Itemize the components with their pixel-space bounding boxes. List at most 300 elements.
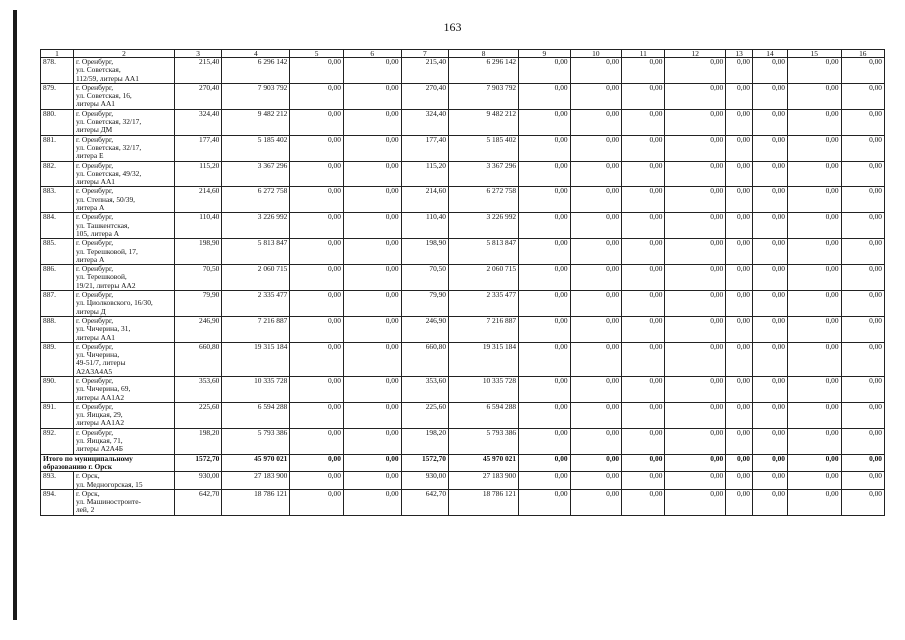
header-cell: 15 (788, 50, 842, 58)
address-line: литеры Д (75, 306, 106, 316)
value-cell: 0,00 (726, 135, 753, 161)
value-cell: 5 793 386 (449, 428, 519, 454)
value-cell: 0,00 (665, 109, 726, 135)
value-cell: 0,00 (570, 472, 622, 490)
value-cell: 0,00 (788, 402, 842, 428)
total-value: 0,00 (665, 454, 726, 472)
value-cell: 18 786 121 (449, 489, 519, 515)
value-cell: 0,00 (570, 213, 622, 239)
value-cell: 0,00 (726, 109, 753, 135)
value-cell: 2 060 715 (449, 265, 519, 291)
value-cell: 18 786 121 (222, 489, 290, 515)
value-cell: 0,00 (665, 58, 726, 84)
value-cell: 0,00 (290, 135, 344, 161)
value-cell: 0,00 (570, 109, 622, 135)
value-cell: 0,00 (570, 316, 622, 342)
value-cell: 214,60 (401, 187, 448, 213)
address-line: литеры ДМ (75, 125, 113, 135)
value-cell: 6 594 288 (449, 402, 519, 428)
value-cell: 0,00 (788, 187, 842, 213)
header-cell: 11 (622, 50, 665, 58)
value-cell: 79,90 (401, 291, 448, 317)
value-cell: 27 183 900 (222, 472, 290, 490)
value-cell: 0,00 (788, 83, 842, 109)
value-cell: 0,00 (519, 472, 571, 490)
value-cell: 0,00 (343, 472, 401, 490)
row-number: 891. (41, 402, 74, 428)
value-cell: 660,80 (174, 342, 221, 376)
table-row (41, 239, 885, 265)
address-line: ул. Советская, (75, 65, 121, 75)
value-cell: 9 482 212 (222, 109, 290, 135)
value-cell: 0,00 (519, 291, 571, 317)
value-cell: 0,00 (290, 376, 344, 402)
value-cell: 0,00 (622, 265, 665, 291)
table-row (41, 316, 885, 342)
header-row (41, 50, 885, 58)
value-cell: 0,00 (726, 213, 753, 239)
address-line: г. Оренбург, (75, 212, 114, 222)
address-cell (73, 489, 174, 515)
address-line: 105, литера А (75, 228, 120, 238)
value-cell: 6 296 142 (222, 58, 290, 84)
value-cell: 0,00 (343, 376, 401, 402)
value-cell: 0,00 (726, 489, 753, 515)
value-cell: 0,00 (290, 187, 344, 213)
value-cell: 0,00 (665, 161, 726, 187)
total-label-line: Итого по муниципальному (43, 454, 133, 463)
total-value: 0,00 (570, 454, 622, 472)
value-cell: 0,00 (343, 161, 401, 187)
address-cell (73, 402, 174, 428)
table-row (41, 213, 885, 239)
value-cell: 2 335 477 (222, 291, 290, 317)
value-cell: 0,00 (570, 291, 622, 317)
value-cell: 0,00 (622, 316, 665, 342)
address-line: 49-51/7, литеры (75, 358, 126, 368)
table-row (41, 376, 885, 402)
address-line: литеры А2А4Б (75, 444, 123, 454)
value-cell: 0,00 (726, 83, 753, 109)
value-cell: 225,60 (401, 402, 448, 428)
value-cell: 270,40 (401, 83, 448, 109)
value-cell: 0,00 (841, 58, 884, 84)
value-cell: 0,00 (788, 342, 842, 376)
value-cell: 0,00 (290, 291, 344, 317)
address-line: ул. Яицкая, 29, (75, 410, 123, 420)
value-cell: 0,00 (788, 376, 842, 402)
address-line: ул. Советская, 49/32, (75, 168, 142, 178)
value-cell: 2 335 477 (449, 291, 519, 317)
value-cell: 0,00 (788, 213, 842, 239)
total-value: 45 970 021 (222, 454, 290, 472)
address-cell (73, 472, 174, 490)
value-cell: 0,00 (665, 135, 726, 161)
value-cell: 0,00 (622, 239, 665, 265)
total-value: 0,00 (752, 454, 787, 472)
value-cell: 0,00 (519, 342, 571, 376)
table-row (41, 83, 885, 109)
address-line: литера Е (75, 151, 104, 161)
value-cell: 0,00 (290, 472, 344, 490)
value-cell: 70,50 (401, 265, 448, 291)
address-line: г. Оренбург, (75, 264, 114, 274)
value-cell: 10 335 728 (449, 376, 519, 402)
value-cell: 660,80 (401, 342, 448, 376)
table-row (41, 291, 885, 317)
value-cell: 3 226 992 (222, 213, 290, 239)
value-cell: 0,00 (519, 161, 571, 187)
address-line: ул. Степная, 50/39, (75, 194, 136, 204)
table-row (41, 489, 885, 515)
address-line: ул. Советская, 16, (75, 91, 132, 101)
value-cell: 0,00 (622, 58, 665, 84)
value-cell: 0,00 (665, 402, 726, 428)
value-cell: 0,00 (841, 489, 884, 515)
total-row (41, 454, 885, 472)
address-line: г. Оренбург, (75, 290, 114, 300)
value-cell: 0,00 (841, 239, 884, 265)
value-cell: 0,00 (570, 489, 622, 515)
value-cell: 0,00 (752, 58, 787, 84)
value-cell: 215,40 (174, 58, 221, 84)
value-cell: 0,00 (519, 316, 571, 342)
value-cell: 5 185 402 (222, 135, 290, 161)
address-line: г. Оренбург, (75, 109, 114, 118)
value-cell: 0,00 (726, 428, 753, 454)
value-cell: 6 272 758 (222, 187, 290, 213)
address-line: г. Оренбург, (75, 83, 114, 92)
value-cell: 0,00 (519, 402, 571, 428)
value-cell: 0,00 (726, 161, 753, 187)
value-cell: 0,00 (570, 187, 622, 213)
address-cell (73, 291, 174, 317)
value-cell: 0,00 (752, 489, 787, 515)
value-cell: 0,00 (841, 428, 884, 454)
data-table (40, 49, 885, 516)
value-cell: 0,00 (343, 291, 401, 317)
value-cell: 0,00 (752, 135, 787, 161)
value-cell: 115,20 (174, 161, 221, 187)
value-cell: 6 594 288 (222, 402, 290, 428)
value-cell: 0,00 (665, 213, 726, 239)
binding-edge (13, 10, 17, 620)
value-cell: 0,00 (570, 428, 622, 454)
value-cell: 5 813 847 (222, 239, 290, 265)
value-cell: 0,00 (622, 161, 665, 187)
address-line: ул. Машиностроите- (75, 497, 141, 507)
value-cell: 0,00 (570, 342, 622, 376)
address-line: литеры АА1А2 (75, 392, 125, 402)
address-line: литеры АА1 (75, 177, 116, 187)
value-cell: 0,00 (752, 213, 787, 239)
value-cell: 0,00 (788, 316, 842, 342)
value-cell: 0,00 (343, 316, 401, 342)
value-cell: 0,00 (343, 58, 401, 84)
header-cell: 9 (519, 50, 571, 58)
value-cell: 0,00 (841, 213, 884, 239)
value-cell: 19 315 184 (449, 342, 519, 376)
value-cell: 0,00 (752, 265, 787, 291)
value-cell: 246,90 (401, 316, 448, 342)
value-cell: 353,60 (174, 376, 221, 402)
value-cell: 0,00 (752, 239, 787, 265)
value-cell: 214,60 (174, 187, 221, 213)
address-cell (73, 58, 174, 84)
value-cell: 0,00 (752, 83, 787, 109)
address-cell (73, 316, 174, 342)
address-line: литеры АА1 (75, 99, 116, 109)
header-cell: 13 (726, 50, 753, 58)
value-cell: 0,00 (788, 109, 842, 135)
header-cell: 8 (449, 50, 519, 58)
value-cell: 0,00 (343, 489, 401, 515)
value-cell: 79,90 (174, 291, 221, 317)
address-line: г. Оренбург, (75, 402, 114, 411)
value-cell: 9 482 212 (449, 109, 519, 135)
value-cell: 2 060 715 (222, 265, 290, 291)
table-row (41, 109, 885, 135)
value-cell: 0,00 (665, 239, 726, 265)
value-cell: 0,00 (841, 161, 884, 187)
value-cell: 0,00 (622, 402, 665, 428)
value-cell: 7 216 887 (449, 316, 519, 342)
value-cell: 0,00 (726, 58, 753, 84)
value-cell: 0,00 (622, 376, 665, 402)
address-line: ул. Циолковского, 16/30, (75, 298, 153, 308)
value-cell: 0,00 (841, 265, 884, 291)
value-cell: 0,00 (841, 316, 884, 342)
table-row (41, 402, 885, 428)
address-line: ул. Терешковой, 17, (75, 246, 138, 256)
value-cell: 0,00 (343, 239, 401, 265)
value-cell: 0,00 (726, 402, 753, 428)
value-cell: 0,00 (570, 239, 622, 265)
address-line: ул. Чичерина, 31, (75, 324, 131, 334)
row-number: 888. (41, 316, 74, 342)
row-number: 882. (41, 161, 74, 187)
value-cell: 0,00 (519, 58, 571, 84)
value-cell: 7 903 792 (222, 83, 290, 109)
total-value: 1572,70 (174, 454, 221, 472)
value-cell: 0,00 (622, 472, 665, 490)
total-label-line: образованию г. Орск (43, 461, 112, 471)
value-cell: 0,00 (665, 187, 726, 213)
value-cell: 0,00 (570, 265, 622, 291)
value-cell: 0,00 (665, 472, 726, 490)
value-cell: 0,00 (841, 342, 884, 376)
value-cell: 0,00 (290, 239, 344, 265)
total-value: 0,00 (622, 454, 665, 472)
header-cell: 3 (174, 50, 221, 58)
value-cell: 0,00 (788, 239, 842, 265)
address-line: г. Оренбург, (75, 57, 114, 66)
table-row (41, 428, 885, 454)
total-value: 1572,70 (401, 454, 448, 472)
header-cell: 1 (41, 50, 74, 58)
value-cell: 0,00 (290, 161, 344, 187)
value-cell: 0,00 (841, 109, 884, 135)
row-number: 890. (41, 376, 74, 402)
value-cell: 5 793 386 (222, 428, 290, 454)
value-cell: 0,00 (570, 58, 622, 84)
page-number: 163 (443, 20, 462, 34)
value-cell: 0,00 (622, 83, 665, 109)
value-cell: 0,00 (726, 376, 753, 402)
value-cell: 0,00 (726, 265, 753, 291)
table-row (41, 472, 885, 490)
row-number: 892. (41, 428, 74, 454)
row-number: 883. (41, 187, 74, 213)
address-line: литеры АА1А2 (75, 418, 125, 428)
value-cell: 0,00 (622, 291, 665, 317)
value-cell: 0,00 (519, 187, 571, 213)
value-cell: 0,00 (622, 135, 665, 161)
total-value: 0,00 (788, 454, 842, 472)
value-cell: 0,00 (752, 109, 787, 135)
address-line: ул. Советская, 32/17, (75, 117, 142, 127)
address-line: литеры АА1 (75, 332, 116, 342)
total-value: 0,00 (841, 454, 884, 472)
value-cell: 177,40 (401, 135, 448, 161)
value-cell: 0,00 (665, 316, 726, 342)
value-cell: 0,00 (290, 316, 344, 342)
value-cell: 0,00 (726, 472, 753, 490)
value-cell: 27 183 900 (449, 472, 519, 490)
value-cell: 5 813 847 (449, 239, 519, 265)
address-line: А2А3А4А5 (75, 366, 113, 376)
address-line: г. Орск, (75, 471, 100, 481)
address-line: г. Оренбург, (75, 316, 114, 325)
address-cell (73, 135, 174, 161)
value-cell: 324,40 (174, 109, 221, 135)
table-row (41, 187, 885, 213)
value-cell: 3 226 992 (449, 213, 519, 239)
value-cell: 0,00 (290, 402, 344, 428)
value-cell: 0,00 (726, 291, 753, 317)
total-value: 45 970 021 (449, 454, 519, 472)
address-line: г. Оренбург, (75, 135, 114, 144)
value-cell: 0,00 (519, 239, 571, 265)
value-cell: 270,40 (174, 83, 221, 109)
row-number: 880. (41, 109, 74, 135)
value-cell: 0,00 (290, 83, 344, 109)
address-line: ул. Чичерина, 69, (75, 384, 131, 394)
address-cell (73, 109, 174, 135)
value-cell: 0,00 (622, 342, 665, 376)
value-cell: 7 903 792 (449, 83, 519, 109)
address-line: ул. Яицкая, 71, (75, 436, 123, 446)
table-row (41, 161, 885, 187)
row-number: 881. (41, 135, 74, 161)
address-line: ул. Чичерина, (75, 350, 120, 360)
value-cell: 0,00 (841, 291, 884, 317)
value-cell: 0,00 (665, 489, 726, 515)
value-cell: 0,00 (788, 135, 842, 161)
value-cell: 0,00 (622, 109, 665, 135)
value-cell: 0,00 (290, 489, 344, 515)
total-label (41, 454, 175, 472)
value-cell: 10 335 728 (222, 376, 290, 402)
value-cell: 0,00 (519, 265, 571, 291)
value-cell: 0,00 (726, 187, 753, 213)
value-cell: 0,00 (343, 402, 401, 428)
total-value: 0,00 (343, 454, 401, 472)
total-value: 0,00 (726, 454, 753, 472)
row-number: 894. (41, 489, 74, 515)
value-cell: 0,00 (788, 265, 842, 291)
value-cell: 198,90 (401, 239, 448, 265)
address-cell (73, 239, 174, 265)
address-line: ул. Ташкентская, (75, 220, 130, 230)
address-line: ул. Медногорская, 15 (75, 479, 143, 489)
value-cell: 930,00 (174, 472, 221, 490)
value-cell: 0,00 (841, 187, 884, 213)
value-cell: 0,00 (726, 342, 753, 376)
value-cell: 0,00 (343, 213, 401, 239)
value-cell: 198,90 (174, 239, 221, 265)
value-cell: 0,00 (788, 428, 842, 454)
value-cell: 0,00 (665, 376, 726, 402)
address-line: 112/59, литеры АА1 (75, 73, 139, 83)
row-number: 886. (41, 265, 74, 291)
row-number: 887. (41, 291, 74, 317)
value-cell: 0,00 (519, 489, 571, 515)
value-cell: 0,00 (343, 135, 401, 161)
row-number: 885. (41, 239, 74, 265)
address-line: лей, 2 (75, 505, 95, 515)
value-cell: 0,00 (841, 83, 884, 109)
value-cell: 5 185 402 (449, 135, 519, 161)
value-cell: 6 272 758 (449, 187, 519, 213)
value-cell: 0,00 (788, 472, 842, 490)
value-cell: 3 367 296 (222, 161, 290, 187)
value-cell: 642,70 (401, 489, 448, 515)
address-cell (73, 342, 174, 376)
value-cell: 0,00 (752, 342, 787, 376)
value-cell: 0,00 (665, 428, 726, 454)
value-cell: 6 296 142 (449, 58, 519, 84)
row-number: 889. (41, 342, 74, 376)
value-cell: 0,00 (665, 291, 726, 317)
value-cell: 0,00 (519, 428, 571, 454)
value-cell: 0,00 (622, 213, 665, 239)
value-cell: 198,20 (401, 428, 448, 454)
address-cell (73, 187, 174, 213)
value-cell: 0,00 (726, 316, 753, 342)
value-cell: 0,00 (570, 161, 622, 187)
header-cell: 5 (290, 50, 344, 58)
value-cell: 198,20 (174, 428, 221, 454)
address-line: г. Оренбург, (75, 342, 114, 351)
header-cell: 16 (841, 50, 884, 58)
value-cell: 0,00 (519, 135, 571, 161)
value-cell: 0,00 (788, 58, 842, 84)
address-line: г. Орск, (75, 489, 100, 498)
value-cell: 3 367 296 (449, 161, 519, 187)
address-line: литера А (75, 203, 105, 213)
value-cell: 0,00 (841, 472, 884, 490)
value-cell: 110,40 (174, 213, 221, 239)
row-number: 878. (41, 58, 74, 84)
value-cell: 0,00 (665, 83, 726, 109)
value-cell: 225,60 (174, 402, 221, 428)
value-cell: 0,00 (290, 213, 344, 239)
value-cell: 0,00 (343, 187, 401, 213)
value-cell: 0,00 (665, 342, 726, 376)
value-cell: 115,20 (401, 161, 448, 187)
address-line: ул. Советская, 32/17, (75, 142, 142, 152)
